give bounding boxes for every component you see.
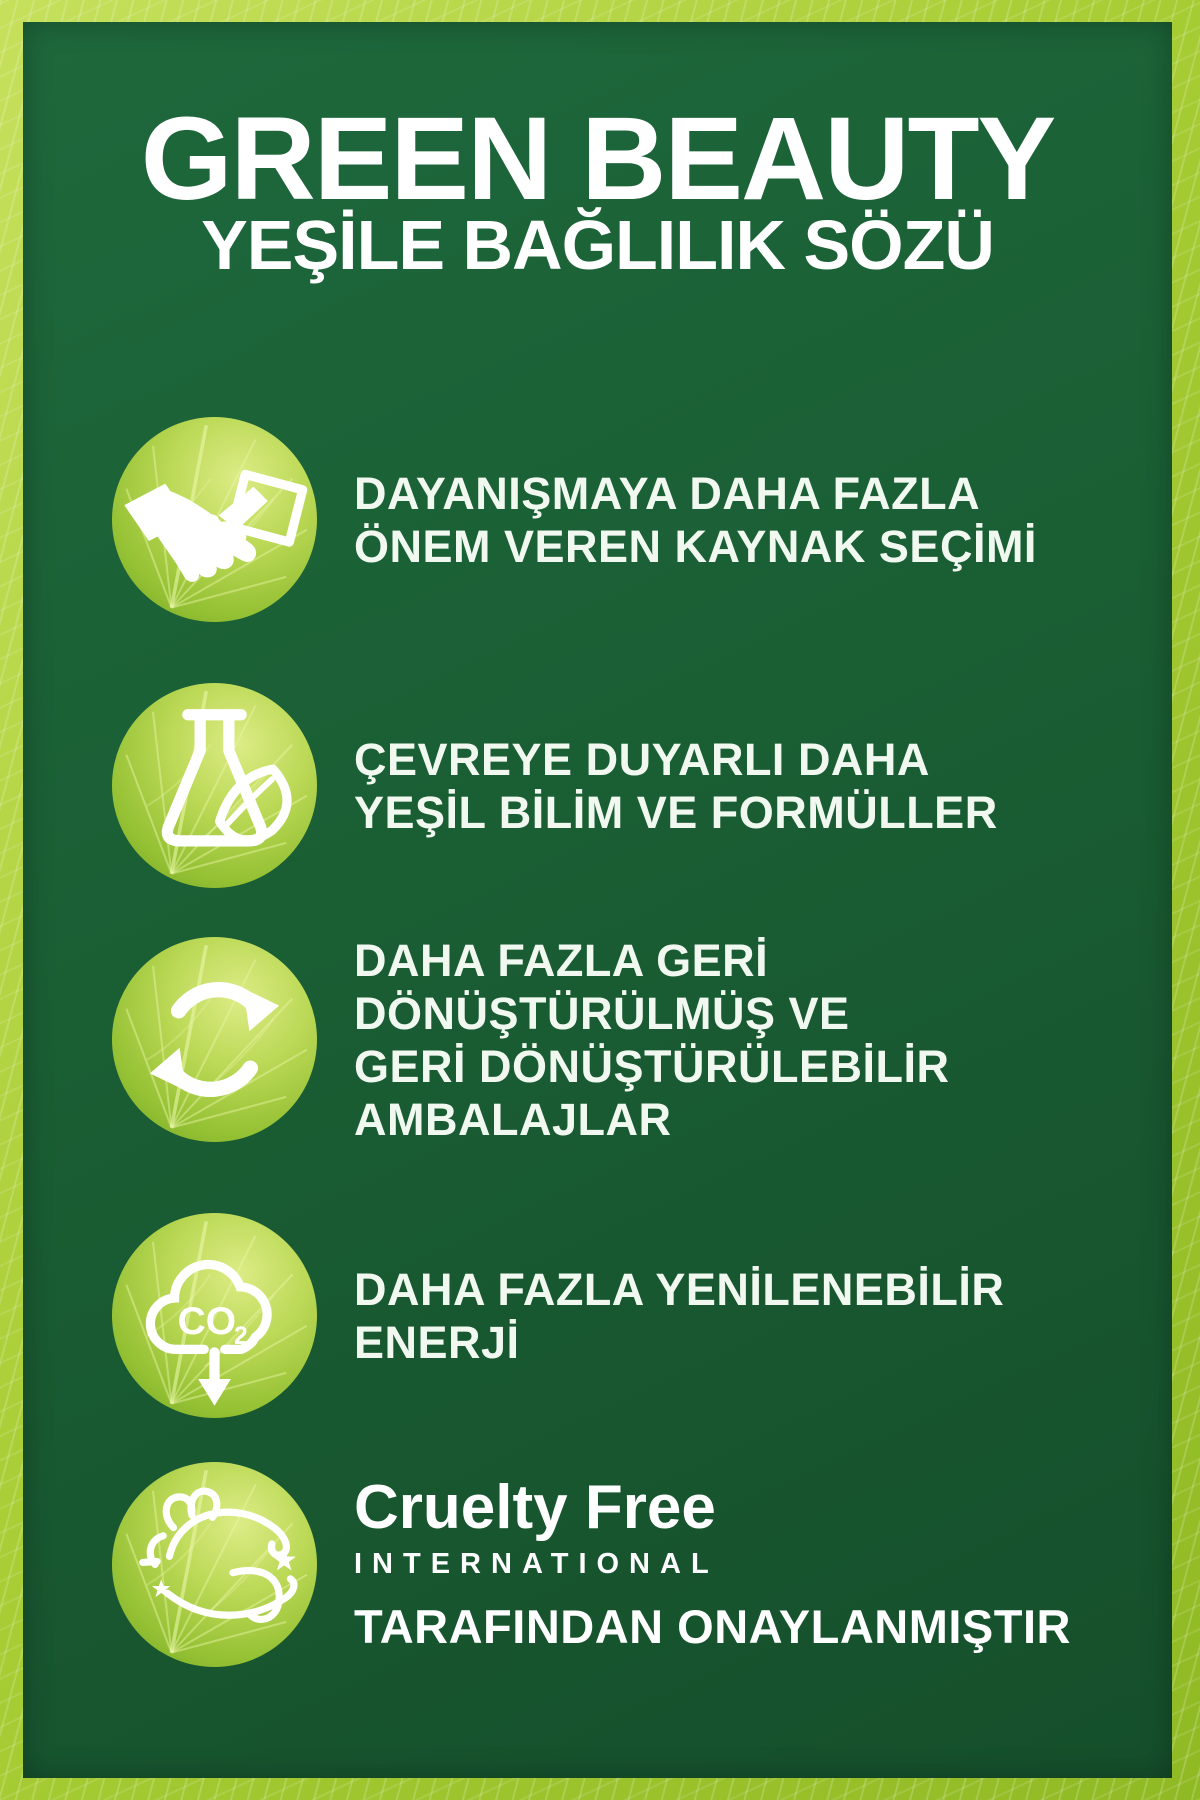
- co2-icon-label: CO: [177, 1299, 237, 1343]
- item-text: [354, 1472, 1071, 1654]
- page-subtitle: YEŞİLE BAĞLILIK SÖZÜ: [201, 206, 994, 284]
- item-text-line: YEŞİL BİLİM VE FORMÜLLER: [354, 786, 998, 838]
- item-text-line: DAHA FAZLA YENİLENEBİLİR: [354, 1263, 1005, 1315]
- item-text: [354, 1263, 1004, 1369]
- item-text-line: DAHA FAZLA GERİ: [354, 934, 769, 986]
- item-text: [354, 934, 950, 1146]
- list-item-green-science: [112, 683, 998, 888]
- item-text-line: TARAFINDAN ONAYLANMIŞTIR: [354, 1600, 1071, 1654]
- item-text-line: GERİ DÖNÜŞTÜRÜLEBİLİR: [354, 1040, 950, 1092]
- co2-icon: [112, 1213, 317, 1418]
- item-text-line: ENERJİ: [354, 1316, 520, 1368]
- list-item-renewable-energy: [112, 1213, 1004, 1418]
- panel: [23, 22, 1172, 1778]
- handshake-icon: [112, 417, 317, 622]
- recycle-icon: [112, 937, 317, 1142]
- list-item-cruelty-free: [112, 1462, 1071, 1667]
- flask-leaf-icon: [112, 683, 317, 888]
- item-text-line: ÇEVREYE DUYARLI DAHA: [354, 733, 930, 785]
- page-title: GREEN BEAUTY: [140, 93, 1055, 225]
- item-text-line: DÖNÜŞTÜRÜLMÜŞ VE: [354, 987, 850, 1039]
- item-text: [354, 733, 998, 839]
- list-item-sourcing: [112, 417, 1037, 622]
- item-text: [354, 467, 1037, 573]
- item-text-line: AMBALAJLAR: [354, 1093, 672, 1145]
- item-text-line: ÖNEM VEREN KAYNAK SEÇİMİ: [354, 520, 1037, 572]
- list-item-packaging: [112, 934, 950, 1145]
- co2-icon-label-sub: 2: [233, 1323, 248, 1351]
- item-text-line: DAYANIŞMAYA DAHA FAZLA: [354, 467, 981, 519]
- cruelty-free-international: INTERNATIONAL: [354, 1548, 719, 1581]
- leaping-bunny-icon: [112, 1462, 317, 1667]
- cruelty-free-brand: Cruelty Free: [354, 1472, 716, 1542]
